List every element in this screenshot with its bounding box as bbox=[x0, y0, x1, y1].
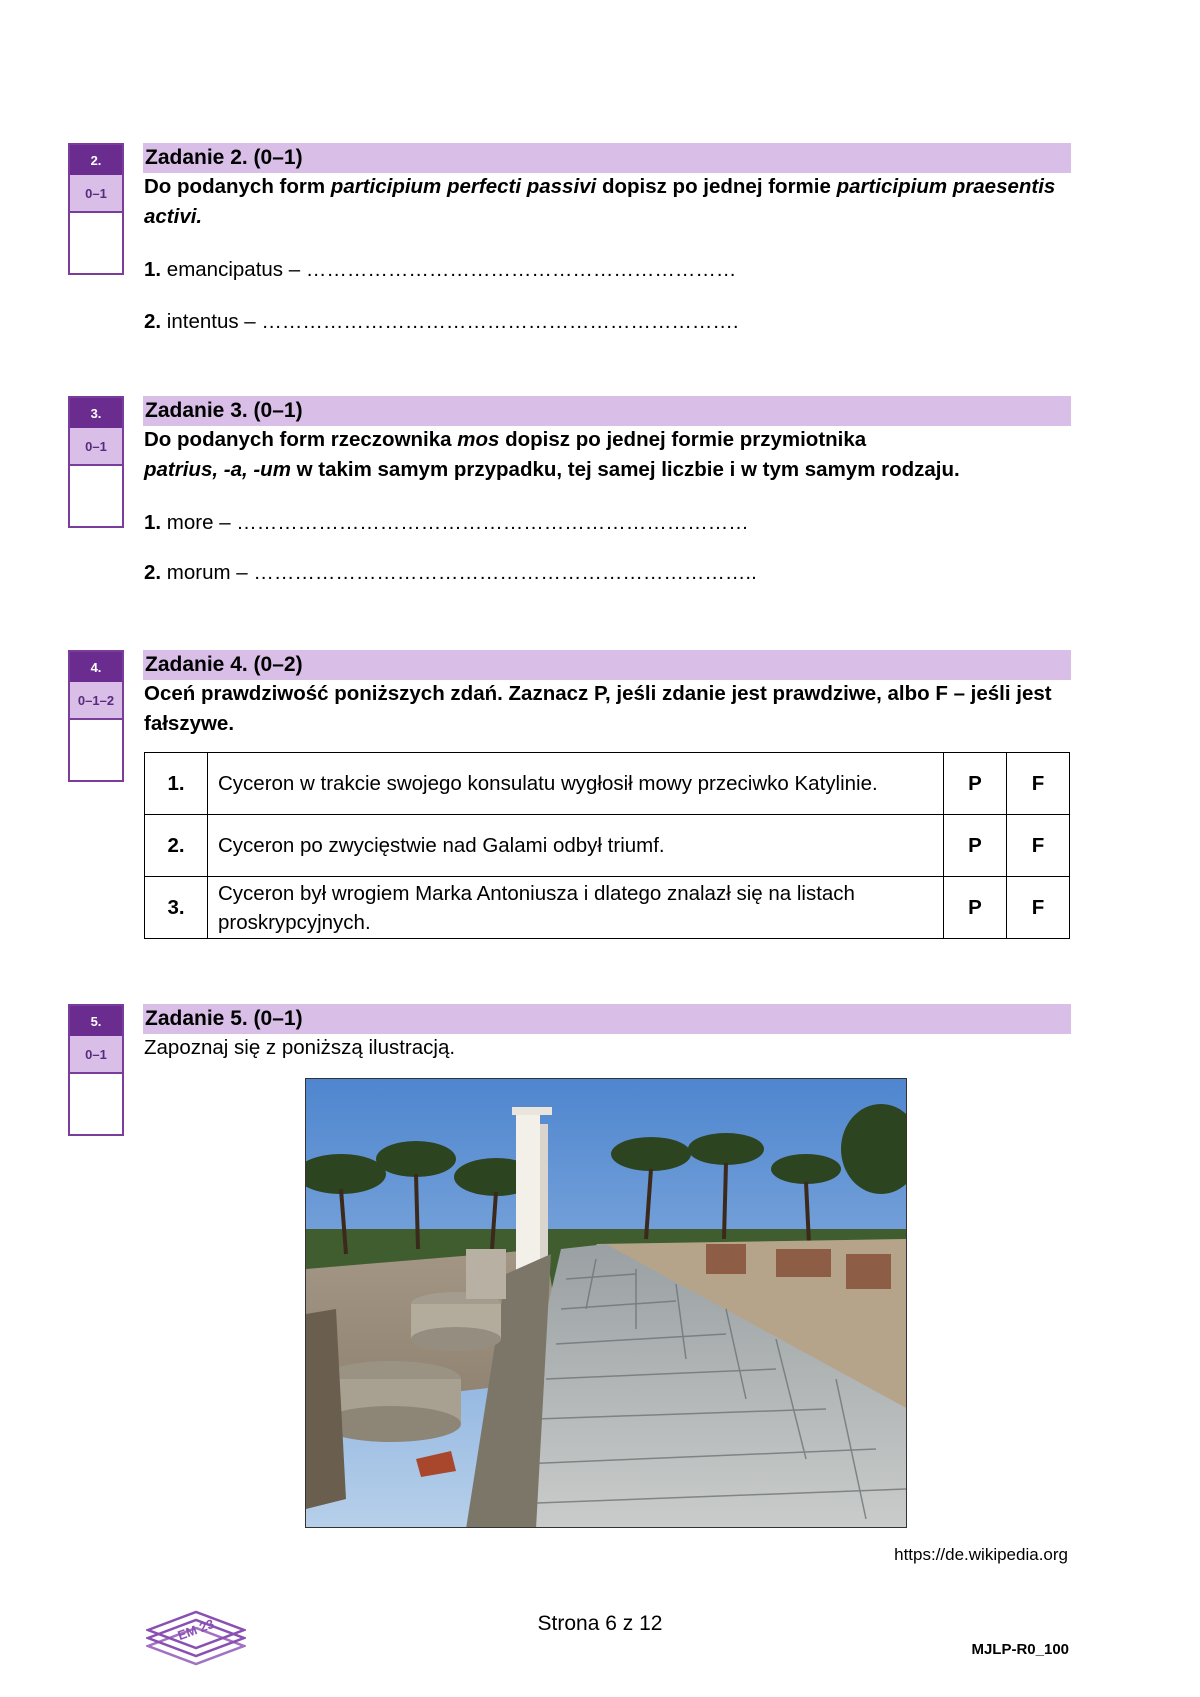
table-row bbox=[145, 753, 1070, 815]
row-number: 1. bbox=[145, 753, 208, 815]
task-3-header: Zadanie 3. (0–1) bbox=[143, 396, 1071, 426]
option-f[interactable]: F bbox=[1007, 877, 1070, 939]
option-f[interactable]: F bbox=[1007, 815, 1070, 877]
task-2-command: Do podanych form participium perfecti passivi dopisz po jednej formie participium praesentis activi. bbox=[144, 175, 1056, 228]
task-number-badge: 4. bbox=[70, 652, 122, 682]
task-3-command: Do podanych form rzeczownika mos dopisz po jednej formie przymiotnika patrius, -a, -um w takim samym przypadku, tej samej liczbie i w tym samym rodzaju. bbox=[144, 428, 960, 481]
row-number: 3. bbox=[145, 877, 208, 939]
score-box-task-5 bbox=[68, 1004, 124, 1136]
task-5-instruction: Zapoznaj się z poniższą ilustracją. bbox=[144, 1036, 456, 1059]
task-number-badge: 2. bbox=[70, 145, 122, 175]
task-2-item-2[interactable]: 2. intentus – ……………………………………………………………. bbox=[144, 310, 739, 333]
task-5-header: Zadanie 5. (0–1) bbox=[143, 1004, 1071, 1034]
statement-text: Cyceron w trakcie swojego konsulatu wygłosił mowy przeciwko Katylinie. bbox=[208, 753, 944, 815]
option-p[interactable]: P bbox=[944, 877, 1007, 939]
roman-ruins-photo bbox=[305, 1078, 907, 1528]
task-3-item-2[interactable]: 2. morum – ……………………………………………………………….. bbox=[144, 561, 757, 584]
page-number: Strona 6 z 12 bbox=[537, 1612, 663, 1635]
table-row bbox=[145, 815, 1070, 877]
table-row bbox=[145, 877, 1070, 939]
task-number-badge: 5. bbox=[70, 1006, 122, 1036]
task-points-badge: 0–1–2 bbox=[70, 682, 122, 720]
true-false-table bbox=[144, 752, 1070, 939]
statement-text: Cyceron po zwycięstwie nad Galami odbył triumf. bbox=[208, 815, 944, 877]
task-4-header: Zadanie 4. (0–2) bbox=[143, 650, 1071, 680]
task-3-item-1[interactable]: 1. more – ………………………………………………………………… bbox=[144, 511, 749, 534]
score-entry-box[interactable] bbox=[70, 466, 122, 526]
statement-text: Cyceron był wrogiem Marka Antoniusza i dlatego znalazł się na listach proskrypcyjnych. bbox=[208, 877, 944, 939]
image-source: https://de.wikipedia.org bbox=[894, 1545, 1068, 1564]
task-points-badge: 0–1 bbox=[70, 428, 122, 466]
option-p[interactable]: P bbox=[944, 815, 1007, 877]
task-4-command: Oceń prawdziwość poniższych zdań. Zaznacz P, jeśli zdanie jest prawdziwe, albo F – jeśli jest fałszywe. bbox=[144, 682, 1052, 735]
task-number-badge: 3. bbox=[70, 398, 122, 428]
score-box-task-2 bbox=[68, 143, 124, 275]
score-entry-box[interactable] bbox=[70, 213, 122, 273]
row-number: 2. bbox=[145, 815, 208, 877]
score-entry-box[interactable] bbox=[70, 720, 122, 780]
task-points-badge: 0–1 bbox=[70, 1036, 122, 1074]
document-code: MJLP-R0_100 bbox=[971, 1641, 1069, 1658]
score-box-task-3 bbox=[68, 396, 124, 528]
task-2-header: Zadanie 2. (0–1) bbox=[143, 143, 1071, 173]
score-entry-box[interactable] bbox=[70, 1074, 122, 1134]
option-f[interactable]: F bbox=[1007, 753, 1070, 815]
task-points-badge: 0–1 bbox=[70, 175, 122, 213]
svg-text:EM 23: EM 23 bbox=[175, 1616, 217, 1644]
task-2-item-1[interactable]: 1. emancipatus – ……………………………………………………… bbox=[144, 258, 737, 281]
option-p[interactable]: P bbox=[944, 753, 1007, 815]
score-box-task-4 bbox=[68, 650, 124, 782]
